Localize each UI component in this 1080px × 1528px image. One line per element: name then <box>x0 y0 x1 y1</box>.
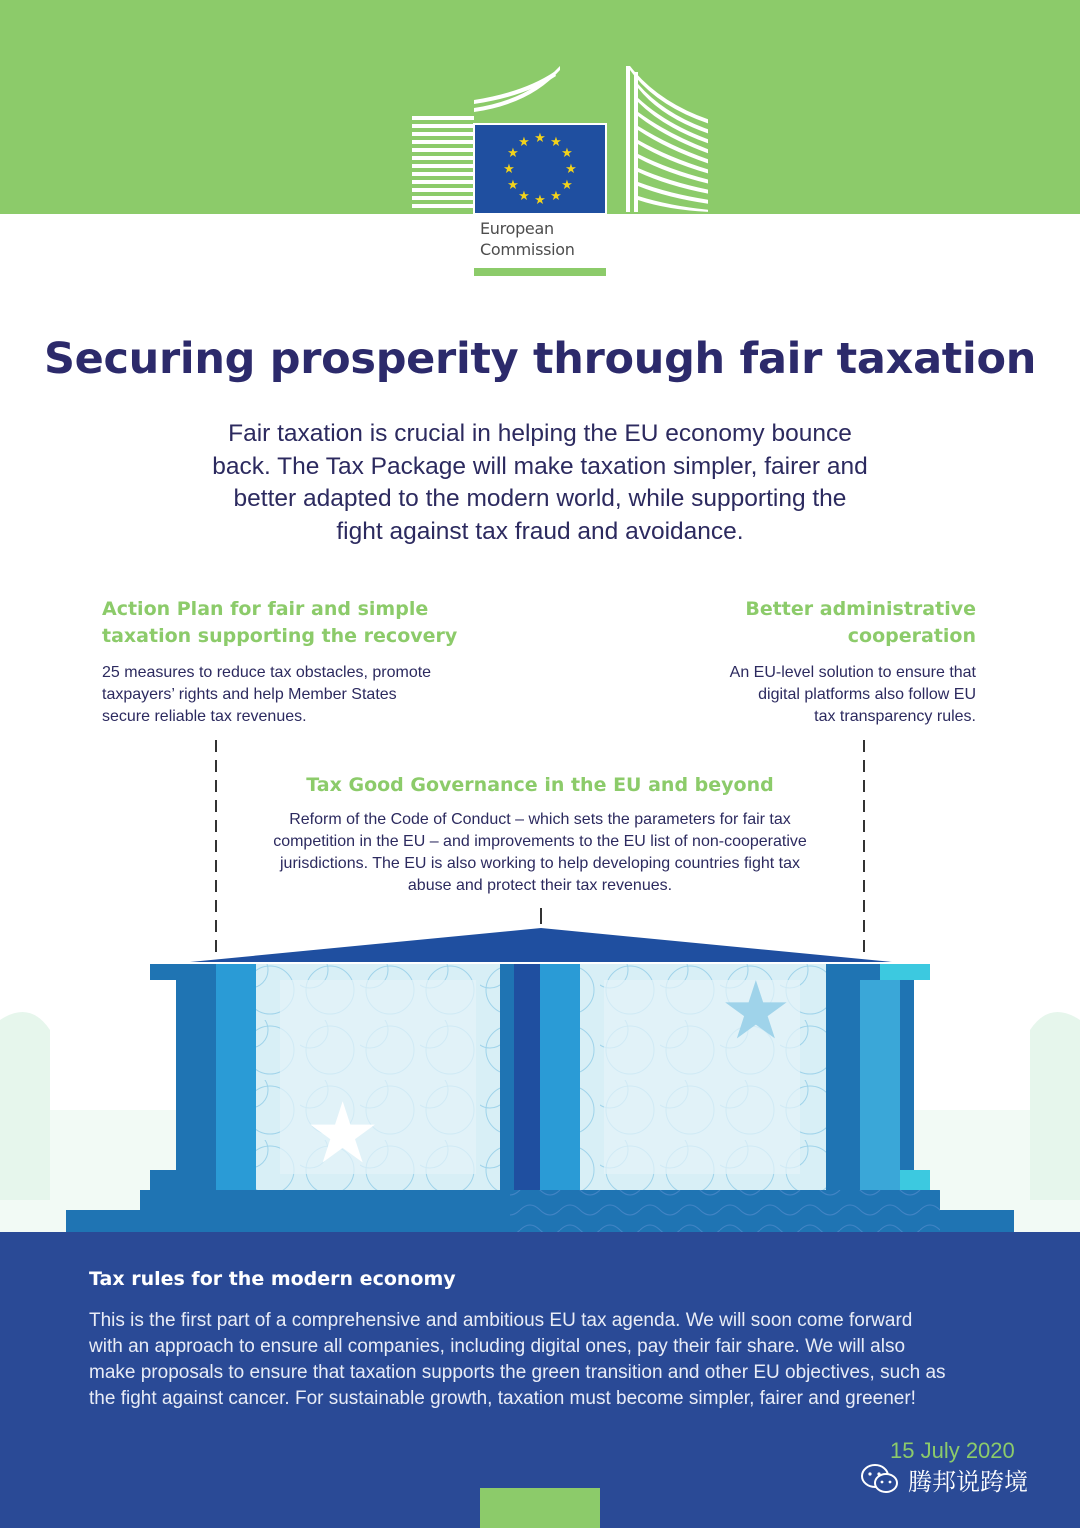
intro-line: back. The Tax Package will make taxation simpler, fairer and <box>212 452 868 480</box>
action-plan-section <box>102 596 482 728</box>
tax-rules-heading: Tax rules for the modern economy <box>89 1268 456 1290</box>
star-icon: ★ <box>720 964 792 1057</box>
body-line: the fight against cancer. For sustainable growth, taxation must become simpler, fairer and greener! <box>89 1388 916 1409</box>
svg-text:★: ★ <box>550 189 562 204</box>
svg-text:★: ★ <box>534 131 546 146</box>
logo-wordmark <box>480 218 575 260</box>
administrative-cooperation-section <box>690 596 976 728</box>
body-line: make proposals to ensure that taxation supports the green transition and other EU objectives, such as <box>89 1362 946 1383</box>
svg-text:★: ★ <box>507 146 519 161</box>
tax-good-governance-body <box>240 809 840 897</box>
svg-text:★: ★ <box>565 162 577 177</box>
page-title: Securing prosperity through fair taxation <box>43 334 1037 384</box>
publication-date: 15 July 2020 <box>890 1438 1015 1463</box>
logo-line-commission: Commission <box>480 240 575 259</box>
bottom-green-tab <box>480 1488 600 1528</box>
temple-building-illustration <box>0 900 1080 1240</box>
logo-line-european: European <box>480 219 554 238</box>
action-plan-heading <box>102 596 482 650</box>
administrative-cooperation-heading <box>690 596 976 650</box>
tax-rules-body <box>89 1308 1019 1412</box>
tax-good-governance-section <box>240 772 840 897</box>
svg-text:★: ★ <box>561 178 573 193</box>
body-line: abuse and protect their tax revenues. <box>407 877 673 894</box>
body-line: An EU-level solution to ensure that <box>729 664 976 681</box>
star-icon: ★ <box>305 1084 381 1182</box>
body-line: digital platforms also follow EU <box>758 686 976 703</box>
svg-text:★: ★ <box>534 193 546 208</box>
intro-line: better adapted to the modern world, while supporting the <box>233 485 847 512</box>
heading-line: cooperation <box>847 625 976 647</box>
wechat-icon <box>860 1463 900 1495</box>
intro-paragraph <box>190 418 890 548</box>
body-line: jurisdictions. The EU is also working to help developing countries fight tax <box>280 855 800 872</box>
body-line: This is the first part of a comprehensive and ambitious EU tax agenda. We will soon come forward <box>89 1310 913 1331</box>
svg-text:★: ★ <box>518 135 530 150</box>
tax-good-governance-heading: Tax Good Governance in the EU and beyond <box>306 774 774 796</box>
wechat-account-label: 腾邦说跨境 <box>908 1467 1028 1496</box>
body-line: Reform of the Code of Conduct – which sets the parameters for fair tax <box>289 811 791 828</box>
heading-line: taxation supporting the recovery <box>102 625 458 647</box>
body-line: tax transparency rules. <box>814 708 976 725</box>
body-line: taxpayers’ rights and help Member States <box>102 686 397 703</box>
european-commission-logo <box>408 62 708 278</box>
svg-text:★: ★ <box>561 146 573 161</box>
action-plan-body <box>102 662 482 728</box>
svg-text:★: ★ <box>550 135 562 150</box>
heading-line: Action Plan for fair and simple <box>102 598 429 620</box>
svg-text:★: ★ <box>503 162 515 177</box>
administrative-cooperation-body <box>690 662 976 728</box>
body-line: 25 measures to reduce tax obstacles, promote <box>102 664 432 681</box>
body-line: with an approach to ensure all companies, including digital ones, pay their fair share. We will also <box>89 1336 906 1357</box>
body-line: competition in the EU – and improvements to the EU list of non-cooperative <box>273 833 807 850</box>
heading-line: Better administrative <box>745 598 976 620</box>
body-line: secure reliable tax revenues. <box>102 708 307 725</box>
wechat-watermark <box>860 1462 1028 1496</box>
intro-line: fight against tax fraud and avoidance. <box>336 517 744 545</box>
logo-underline <box>474 268 606 276</box>
svg-text:★: ★ <box>518 189 530 204</box>
intro-line: Fair taxation is crucial in helping the EU economy bounce <box>228 420 852 447</box>
svg-text:★: ★ <box>507 178 519 193</box>
